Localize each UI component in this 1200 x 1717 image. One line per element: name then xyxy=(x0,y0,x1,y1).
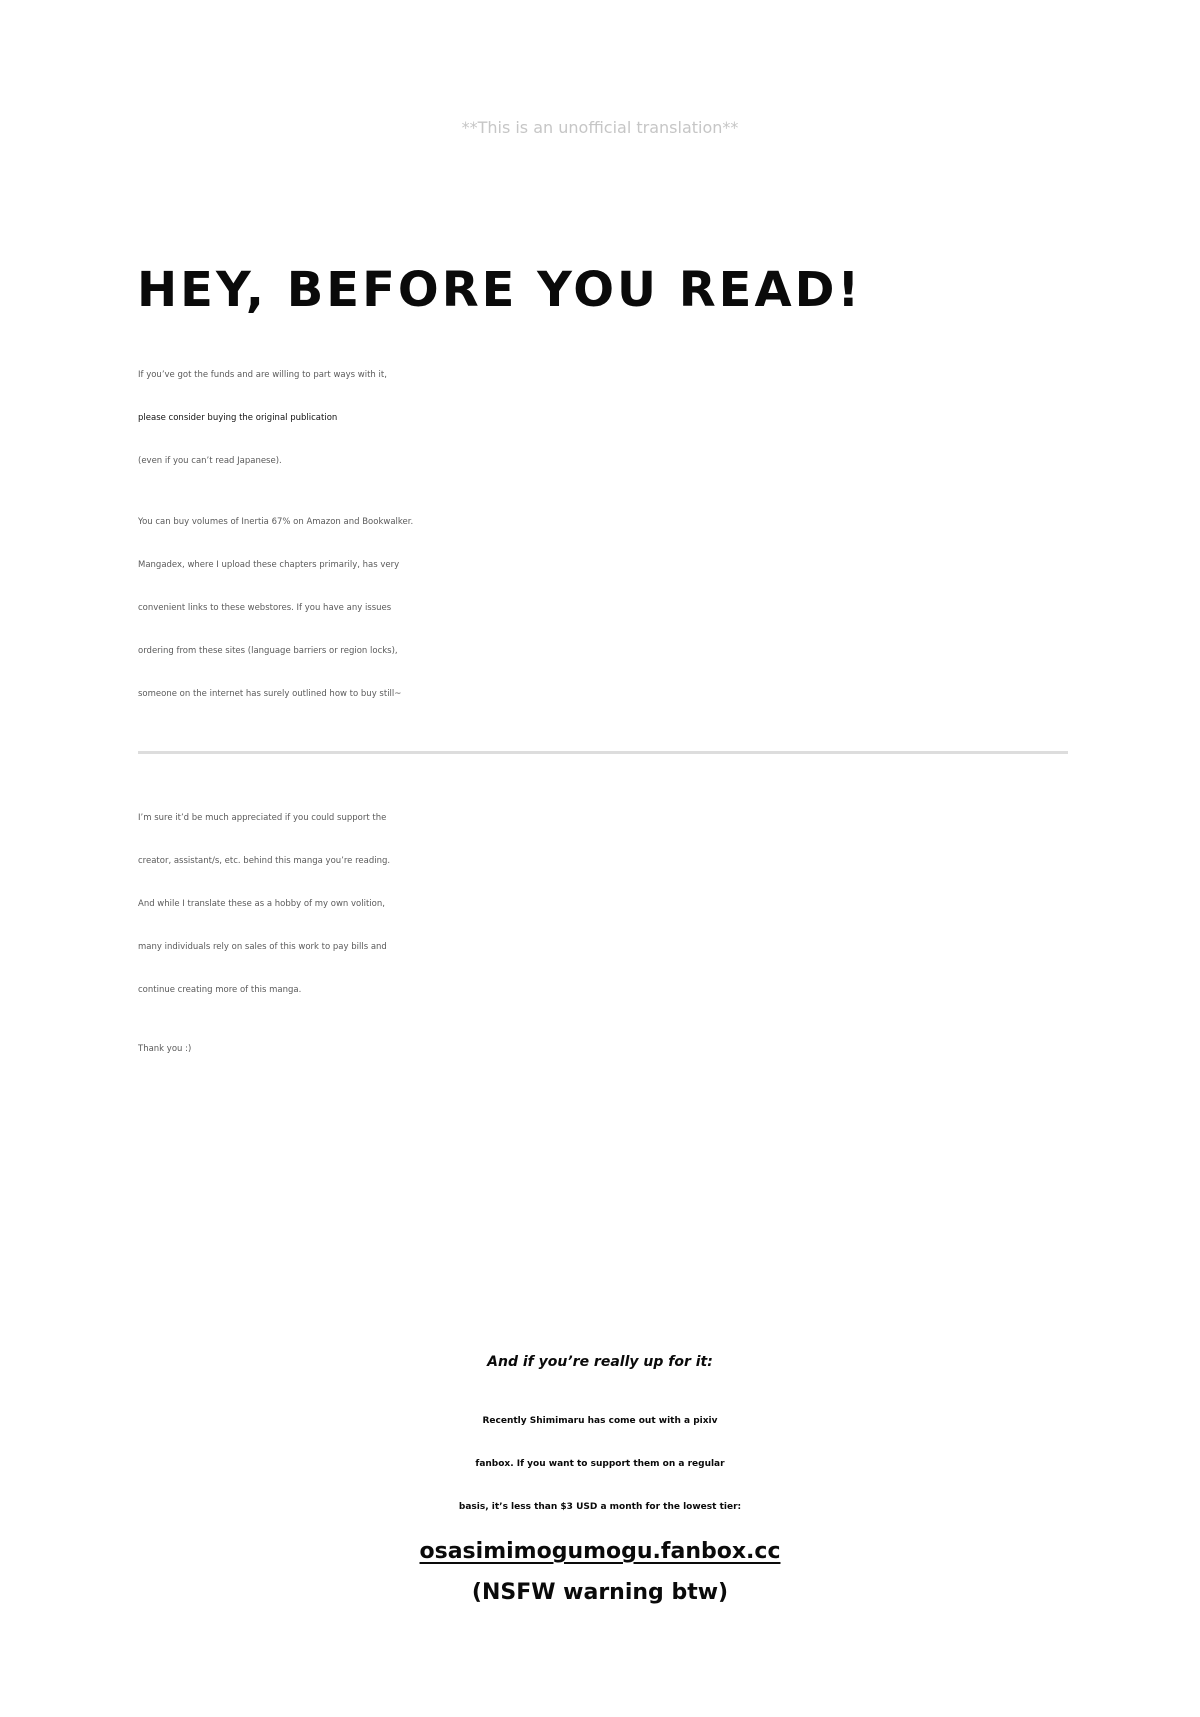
fanbox-link[interactable]: osasimimogumogu.fanbox.cc xyxy=(419,1539,781,1564)
stores-line: someone on the internet has surely outlined how to buy still~ xyxy=(138,689,402,699)
nsfw-note: (NSFW warning btw) xyxy=(471,1580,729,1605)
stores-line: You can buy volumes of Inertia 67% on Amazon and Bookwalker. xyxy=(138,517,414,527)
appeal-line: And while I translate these as a hobby of my own volition, xyxy=(138,899,385,909)
support-line: basis, it’s less than $3 USD a month for the lowest tier: xyxy=(458,1502,742,1512)
stores-line: Mangadex, where I upload these chapters primarily, has very xyxy=(138,560,400,570)
support-line: fanbox. If you want to support them on a regular xyxy=(475,1459,725,1469)
stores-line: ordering from these sites (language barriers or region locks), xyxy=(138,646,398,656)
support-line: Recently Shimimaru has come out with a pixiv xyxy=(482,1416,718,1426)
translation-disclaimer: **This is an unofficial translation** xyxy=(461,118,739,137)
thanks-text xyxy=(138,1028,1078,1071)
stores-paragraph xyxy=(138,501,1078,716)
stores-line: convenient links to these webstores. If you have any issues xyxy=(138,603,392,613)
page-title: HEY, BEFORE YOU READ! xyxy=(137,262,863,318)
intro-emphasis-line: please consider buying the original publication xyxy=(138,413,338,423)
support-paragraph xyxy=(0,1400,1200,1529)
thanks-line: Thank you :) xyxy=(138,1044,192,1054)
appeal-line: I’m sure it’d be much appreciated if you could support the xyxy=(138,813,387,823)
appeal-line: continue creating more of this manga. xyxy=(138,985,302,995)
intro-paragraph xyxy=(138,354,1078,483)
section-divider xyxy=(138,751,1068,754)
support-heading: And if you’re really up for it: xyxy=(487,1354,713,1370)
appeal-paragraph xyxy=(138,797,1078,1012)
appeal-line: creator, assistant/s, etc. behind this manga you’re reading. xyxy=(138,856,391,866)
intro-line: If you’ve got the funds and are willing to part ways with it, xyxy=(138,370,387,380)
appeal-line: many individuals rely on sales of this work to pay bills and xyxy=(138,942,387,952)
intro-line: (even if you can’t read Japanese). xyxy=(138,456,282,466)
